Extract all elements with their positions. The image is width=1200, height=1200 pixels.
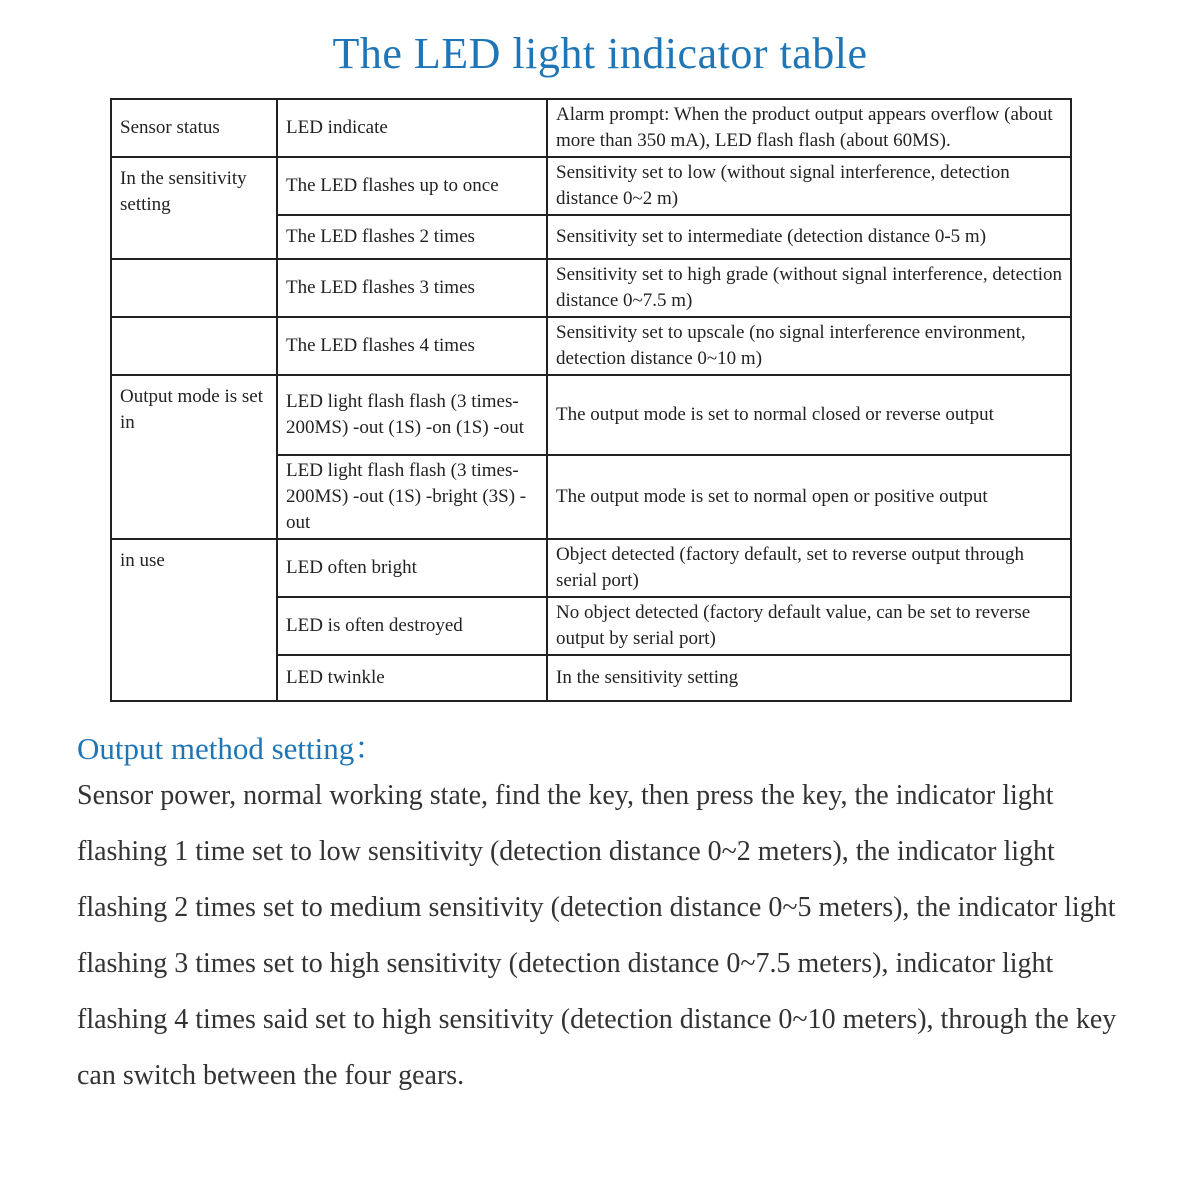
table-header-row xyxy=(111,99,1071,157)
empty-status-cell xyxy=(111,317,277,375)
led-indicate-cell: The LED flashes 3 times xyxy=(277,259,547,317)
section-heading: Output method setting： xyxy=(77,731,386,766)
led-indicate-cell: LED light flash flash (3 times-200MS) -out (1S) -bright (3S) -out xyxy=(277,455,547,539)
led-indicator-table xyxy=(110,98,1072,702)
table-row xyxy=(111,259,1071,317)
sensor-status-sensitivity: In the sensitivity setting xyxy=(111,157,277,259)
body-paragraph: Sensor power, normal working state, find the key, then press the key, the indicator light flashing 1 time set to low sensitivity (detection distance 0~2 meters), the indicator light flashing 2 times set to medium sensitivity (detection distance 0~5 meters), the indicator light flashing 3 times set to high sensitivity (detection distance 0~7.5 meters), indicator light flashing 4 times said set to high sensitivity (detection distance 0~10 meters), through the key can switch between the four gears. xyxy=(77,780,1117,1091)
description-cell: The output mode is set to normal open or positive output xyxy=(547,455,1071,539)
header-alarm-prompt: Alarm prompt: When the product output appears overflow (about more than 350 mA), LED flash flash (about 60MS). xyxy=(547,99,1071,157)
header-sensor-status: Sensor status xyxy=(111,99,277,157)
description-cell: No object detected (factory default value, can be set to reverse output by serial port) xyxy=(547,597,1071,655)
description-cell: In the sensitivity setting xyxy=(547,655,1071,701)
table-row xyxy=(111,317,1071,375)
led-indicate-cell: The LED flashes 2 times xyxy=(277,215,547,259)
page-title: The LED light indicator table xyxy=(332,29,868,78)
description-cell: The output mode is set to normal closed or reverse output xyxy=(547,375,1071,455)
empty-status-cell xyxy=(111,259,277,317)
table-row xyxy=(111,539,1071,597)
led-indicate-cell: LED light flash flash (3 times-200MS) -out (1S) -on (1S) -out xyxy=(277,375,547,455)
description-cell: Sensitivity set to low (without signal interference, detection distance 0~2 m) xyxy=(547,157,1071,215)
header-led-indicate: LED indicate xyxy=(277,99,547,157)
led-indicate-cell: The LED flashes 4 times xyxy=(277,317,547,375)
description-cell: Object detected (factory default, set to reverse output through serial port) xyxy=(547,539,1071,597)
table-row xyxy=(111,375,1071,455)
led-indicate-cell: LED twinkle xyxy=(277,655,547,701)
description-cell: Sensitivity set to intermediate (detection distance 0-5 m) xyxy=(547,215,1071,259)
led-indicate-cell: LED is often destroyed xyxy=(277,597,547,655)
led-indicate-cell: LED often bright xyxy=(277,539,547,597)
led-indicate-cell: The LED flashes up to once xyxy=(277,157,547,215)
description-cell: Sensitivity set to high grade (without signal interference, detection distance 0~7.5 m) xyxy=(547,259,1071,317)
description-cell: Sensitivity set to upscale (no signal interference environment, detection distance 0~10 m) xyxy=(547,317,1071,375)
sensor-status-output-mode: Output mode is set in xyxy=(111,375,277,539)
table-row xyxy=(111,157,1071,215)
sensor-status-in-use: in use xyxy=(111,539,277,701)
